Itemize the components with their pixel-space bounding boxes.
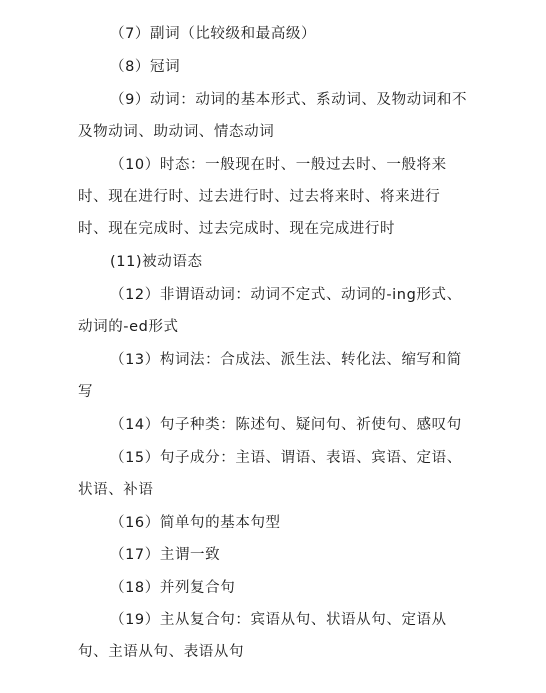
- text-line: （17）主谓一致: [110, 547, 221, 563]
- text-line: （12）非谓语动词：动词不定式、动词的-ing形式、: [110, 287, 462, 303]
- text-line: 状语、补语: [78, 482, 154, 498]
- text-line: 写: [78, 384, 94, 400]
- text-line: （10）时态：一般现在时、一般过去时、一般将来: [110, 157, 447, 173]
- text-line: （14）句子种类：陈述句、疑问句、祈使句、感叹句: [110, 417, 462, 433]
- text-line: (11)被动语态: [110, 254, 203, 270]
- text-line: 及物动词、助动词、情态动词: [78, 124, 275, 140]
- text-line: （7）副词（比较级和最高级）: [110, 26, 317, 42]
- text-line: （13）构词法：合成法、派生法、转化法、缩写和简: [110, 352, 462, 368]
- text-line: 动词的-ed形式: [78, 319, 179, 335]
- text-line: 时、现在进行时、过去进行时、过去将来时、将来进行: [78, 189, 441, 205]
- text-line: （16）简单句的基本句型: [110, 515, 281, 531]
- text-line: 时、现在完成时、过去完成时、现在完成进行时: [78, 221, 396, 237]
- text-line: （15）句子成分：主语、谓语、表语、宾语、定语、: [110, 450, 462, 466]
- text-line: 句、主语从句、表语从句: [78, 644, 245, 660]
- text-line: （8）冠词: [110, 59, 181, 75]
- text-line: （9）动词：动词的基本形式、系动词、及物动词和不: [110, 92, 468, 108]
- text-line: （19）主从复合句：宾语从句、状语从句、定语从: [110, 612, 447, 628]
- text-line: （18）并列复合句: [110, 580, 236, 596]
